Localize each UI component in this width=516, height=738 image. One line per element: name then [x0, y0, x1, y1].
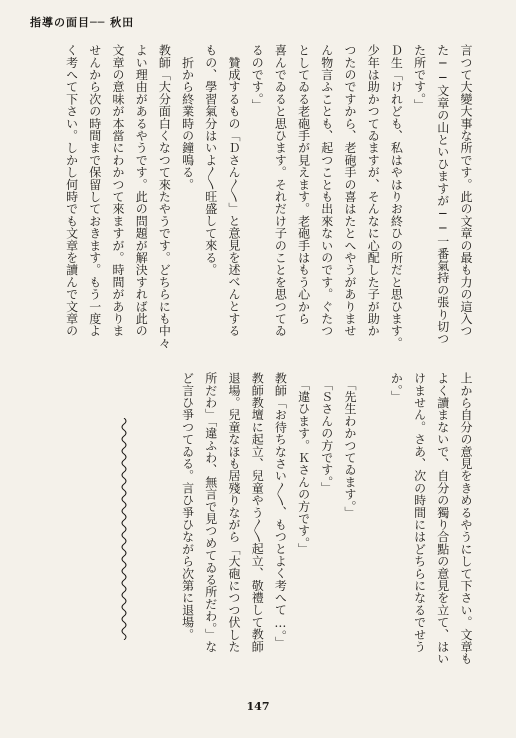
text-column: 少年は助かつてゐますが、そんなに心配した子が助か [366, 44, 381, 337]
text-column: 喜んでゐると思ひます。それだけ子のことを思つてゐ [273, 44, 288, 337]
text-column: 贊成するもの「Ｄさん〳〵」と意見を述べんとする [227, 44, 241, 337]
text-column: せんから次の時間まで保留しておきます。もう一度よ [87, 44, 102, 337]
text-column: Ｄ生「けれども、私はやはりお終ひの所だと思ひます。 [389, 44, 404, 349]
text-column: 「Ｓさんの方です。」 [319, 372, 334, 495]
text-column: か。」 [389, 372, 404, 403]
text-column: よく讀まないで、自分の獨り合點の意見を立て、はい [435, 372, 450, 665]
page-number: 147 [246, 700, 270, 713]
text-column: 折から終業時の鐘鳴る。 [180, 44, 195, 191]
text-column: ん物言ふことも、起つことも出來ないのです。ぐたつ [319, 44, 334, 337]
text-column: 所だわ」「違ふわ、無言で見つめてゐる所だわ。」な [203, 372, 218, 653]
text-column: けません。さあ、次の時間にはどちらになるでせう [412, 372, 427, 653]
text-column: 教師教壇に起立、兒童やう〳〵起立、敬禮して教師 [250, 372, 265, 653]
text-column: 教師「お待ちなさい〳〵、もつとよく考へて…。」 [273, 372, 288, 649]
wavy-separator [119, 418, 129, 640]
text-column: よい理由があるやうです。此の問題が解決すれば此の [134, 44, 149, 337]
text-column: 文章の意味が本當にわかつて來ますが。時間がありま [111, 44, 125, 337]
text-column: 「違ひます。Ｋさんの方です。」 [296, 372, 311, 556]
text-column: 「先生わかつてゐます。」 [343, 372, 357, 519]
text-column: としてゐる老砲手が見えます。老砲手はもう心から [296, 44, 311, 325]
text-column: 教師「大分面白くなつて來たやうです。どちらにも中々 [157, 44, 172, 349]
text-column: 退場。兒童なほも居殘りながら「大砲につつ伏した [227, 372, 241, 653]
text-column: もの、學習氣分はいよ〳〵旺盛して來る。 [203, 44, 218, 276]
text-column: く考へて下さい。しかし何時でも文章を讀んで文章の [64, 44, 79, 337]
text-column: 言つて大變大事な所です。此の文章の最も力の這入つ [459, 44, 473, 337]
text-column: ど言ひ爭つてゐる。言ひ爭ひながら次第に退場。 [180, 372, 195, 641]
text-column: つたのですから、老砲手の喜はたとへやうがありませ [343, 44, 357, 337]
text-column: た所です。」 [412, 44, 427, 112]
running-header: 指導の面目── 秋田 [30, 16, 135, 29]
text-column: た──文章の山といひますが──一番氣持の張り切つ [435, 44, 450, 345]
text-column: るのです。」 [250, 44, 265, 112]
text-column: 上から自分の意見をきめるやうにして下さい。文章も [459, 372, 473, 665]
